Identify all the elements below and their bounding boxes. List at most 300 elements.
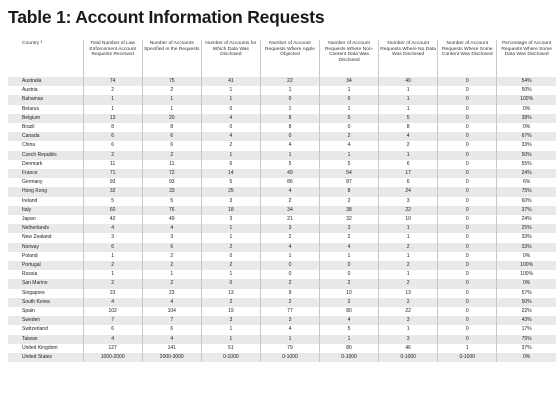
value-cell: 141 [142,344,201,353]
country-cell: Denmark [8,160,83,169]
country-cell: Hong Kong [8,187,83,196]
value-cell: 80 [320,344,379,353]
value-cell: 51 [201,344,260,353]
value-cell: 13 [83,114,142,123]
value-cell: 0% [497,105,556,114]
value-cell: 2 [142,151,201,160]
value-cell: 4 [83,224,142,233]
value-cell: 6% [497,178,556,187]
value-cell: 3 [201,316,260,325]
value-cell: 72 [142,169,201,178]
country-cell: Portugal [8,261,83,270]
value-cell: 0 [201,279,260,288]
column-header: Percentage of Account Requests Where Some Data Was Disclosed [497,40,556,77]
country-cell: Australia [8,77,83,86]
value-cell: 20 [142,114,201,123]
value-cell: 0 [320,95,379,104]
value-cell: 5 [320,325,379,334]
column-header: Number of Account Requests Where Non-Content Data Was Disclosed [320,40,379,77]
table-row [8,261,556,270]
value-cell: 6 [83,141,142,150]
value-cell: 1 [379,325,438,334]
value-cell: 46 [379,344,438,353]
value-cell: 3 [260,316,319,325]
value-cell: 5 [201,178,260,187]
value-cell: 4 [260,325,319,334]
value-cell: 76 [142,206,201,215]
value-cell: 2 [142,261,201,270]
value-cell: 23 [83,289,142,298]
value-cell: 6 [83,325,142,334]
value-cell: 0 [260,261,319,270]
value-cell: 6 [379,160,438,169]
value-cell: 5 [320,114,379,123]
table-row [8,187,556,196]
value-cell: 2000-3000 [142,353,201,362]
value-cell: 0 [438,197,497,206]
value-cell: 2 [260,197,319,206]
value-cell: 0 [438,252,497,261]
value-cell: 1 [438,344,497,353]
value-cell: 8 [260,123,319,132]
value-cell: 2 [142,86,201,95]
value-cell: 6 [142,243,201,252]
table-row [8,215,556,224]
value-cell: 19 [201,307,260,316]
table-row [8,353,556,362]
value-cell: 4 [201,114,260,123]
value-cell: 13 [379,289,438,298]
value-cell: 33% [497,243,556,252]
value-cell: 33% [497,141,556,150]
value-cell: 2 [379,279,438,288]
country-cell: Taiwan [8,335,83,344]
account-requests-table [8,40,556,362]
country-cell: China [8,141,83,150]
value-cell: 5 [260,160,319,169]
value-cell: 0 [320,270,379,279]
value-cell: 1 [379,270,438,279]
value-cell: 6 [201,160,260,169]
value-cell: 7 [83,316,142,325]
value-cell: 4 [83,335,142,344]
value-cell: 41 [201,77,260,86]
value-cell: 8 [379,123,438,132]
table-row [8,178,556,187]
country-cell: Austria [8,86,83,95]
value-cell: 93 [83,178,142,187]
country-cell: Belgium [8,114,83,123]
value-cell: 0 [260,270,319,279]
value-cell: 23 [142,289,201,298]
value-cell: 0 [201,123,260,132]
value-cell: 34 [260,206,319,215]
value-cell: 2 [260,279,319,288]
table-row [8,224,556,233]
value-cell: 0 [320,123,379,132]
column-header-country: Country ³ [22,41,43,46]
table-row [8,307,556,316]
value-cell: 1 [142,270,201,279]
value-cell: 2 [260,233,319,242]
value-cell: 1 [260,335,319,344]
value-cell: 2 [320,298,379,307]
value-cell: 40 [379,77,438,86]
value-cell: 4 [260,187,319,196]
value-cell: 2 [201,298,260,307]
value-cell: 49 [260,169,319,178]
value-cell: 6 [142,325,201,334]
value-cell: 93 [142,178,201,187]
column-header: Total Number of Law Enforcement Account Requests Received [83,40,142,77]
table-row [8,279,556,288]
country-cell: Netherlands [8,224,83,233]
value-cell: 79 [260,344,319,353]
country-cell: Germany [8,178,83,187]
value-cell: 1 [142,95,201,104]
country-cell: United Kingdom [8,344,83,353]
value-cell: 3 [201,197,260,206]
value-cell: 32 [320,215,379,224]
value-cell: 3 [320,224,379,233]
value-cell: 1 [260,105,319,114]
value-cell: 0 [438,335,497,344]
value-cell: 0 [438,105,497,114]
value-cell: 0-1000 [379,353,438,362]
value-cell: 1 [201,270,260,279]
country-cell: Italy [8,206,83,215]
value-cell: 2 [379,243,438,252]
value-cell: 0 [438,86,497,95]
country-cell: Czech Republic [8,151,83,160]
table-row [8,132,556,141]
value-cell: 6 [83,243,142,252]
value-cell: 4 [260,243,319,252]
value-cell: 0 [438,325,497,334]
value-cell: 0 [438,261,497,270]
value-cell: 1 [320,252,379,261]
value-cell: 1 [379,233,438,242]
value-cell: 25% [497,224,556,233]
value-cell: 2 [320,197,379,206]
country-cell: Russia [8,270,83,279]
value-cell: 1 [201,224,260,233]
value-cell: 75% [497,187,556,196]
value-cell: 32 [83,187,142,196]
country-cell: New Zealand [8,233,83,242]
table-row [8,141,556,150]
value-cell: 0 [438,215,497,224]
value-cell: 1 [201,233,260,242]
value-cell: 3 [201,215,260,224]
country-cell: Norway [8,243,83,252]
table-row [8,243,556,252]
value-cell: 1 [201,86,260,95]
value-cell: 87 [320,178,379,187]
value-cell: 1 [379,151,438,160]
column-header: Number of Accounts for Which Data Was Disclosed [201,40,260,77]
table-row [8,123,556,132]
value-cell: 22 [260,77,319,86]
value-cell: 80 [320,307,379,316]
value-cell: 54 [320,169,379,178]
value-cell: 4 [260,141,319,150]
value-cell: 0 [201,252,260,261]
value-cell: 1 [379,105,438,114]
value-cell: 2 [379,141,438,150]
value-cell: 9 [260,289,319,298]
value-cell: 10 [379,215,438,224]
value-cell: 1 [83,270,142,279]
table-row [8,233,556,242]
value-cell: 0 [320,261,379,270]
table-row [8,105,556,114]
value-cell: 2 [83,261,142,270]
value-cell: 2 [320,279,379,288]
value-cell: 60% [497,197,556,206]
value-cell: 77 [260,307,319,316]
value-cell: 0 [438,307,497,316]
value-cell: 86 [260,178,319,187]
value-cell: 18 [201,206,260,215]
value-cell: 1 [320,151,379,160]
value-cell: 24% [497,169,556,178]
value-cell: 8 [260,114,319,123]
value-cell: 2 [379,261,438,270]
value-cell: 24% [497,215,556,224]
value-cell: 0 [201,105,260,114]
value-cell: 38 [320,206,379,215]
country-cell: Ireland [8,197,83,206]
value-cell: 43% [497,316,556,325]
value-cell: 0 [438,279,497,288]
value-cell: 1 [379,86,438,95]
table-row [8,252,556,261]
value-cell: 0-1000 [320,353,379,362]
value-cell: 2 [83,279,142,288]
value-cell: 2 [142,252,201,261]
country-cell: France [8,169,83,178]
value-cell: 25 [201,187,260,196]
value-cell: 2 [201,141,260,150]
value-cell: 1 [201,325,260,334]
value-cell: 5 [379,114,438,123]
value-cell: 0 [438,178,497,187]
value-cell: 0-1000 [438,353,497,362]
value-cell: 4 [142,298,201,307]
value-cell: 4 [320,316,379,325]
value-cell: 0 [438,123,497,132]
value-cell: 5 [320,160,379,169]
country-cell: Switzerland [8,325,83,334]
value-cell: 0 [438,160,497,169]
value-cell: 2 [260,298,319,307]
value-cell: 1 [379,252,438,261]
value-cell: 100% [497,270,556,279]
value-cell: 22 [379,206,438,215]
value-cell: 2 [83,86,142,95]
value-cell: 1000-2000 [83,353,142,362]
value-cell: 75 [142,77,201,86]
country-cell: Bahamas [8,95,83,104]
table-row [8,335,556,344]
value-cell: 4 [320,243,379,252]
value-cell: 37% [497,206,556,215]
value-cell: 3 [83,233,142,242]
value-cell: 42 [83,215,142,224]
value-cell: 0 [438,233,497,242]
value-cell: 6 [379,178,438,187]
table-row [8,77,556,86]
table-row [8,151,556,160]
country-cell: Poland [8,252,83,261]
table-row [8,197,556,206]
value-cell: 0 [438,141,497,150]
value-cell: 1 [260,151,319,160]
value-cell: 1 [201,95,260,104]
value-cell: 0 [438,132,497,141]
value-cell: 4 [142,224,201,233]
table-row [8,344,556,353]
value-cell: 3 [379,335,438,344]
value-cell: 5 [142,197,201,206]
value-cell: 10 [320,289,379,298]
value-cell: 14 [201,169,260,178]
value-cell: 3 [260,224,319,233]
value-cell: 4 [320,141,379,150]
value-cell: 1 [83,95,142,104]
value-cell: 7 [142,316,201,325]
value-cell: 37% [497,344,556,353]
value-cell: 1 [379,95,438,104]
value-cell: 4 [83,298,142,307]
value-cell: 1 [320,105,379,114]
value-cell: 21 [260,215,319,224]
country-cell: Belarus [8,105,83,114]
column-header: Number of Account Requests Where Apple Objected [260,40,319,77]
value-cell: 3 [142,233,201,242]
country-cell: Singapore [8,289,83,298]
value-cell: 1 [379,224,438,233]
value-cell: 1 [142,105,201,114]
value-cell: 0% [497,353,556,362]
value-cell: 0 [438,298,497,307]
value-cell: 100% [497,95,556,104]
value-cell: 50% [497,151,556,160]
table-row [8,160,556,169]
country-cell: Japan [8,215,83,224]
value-cell: 24 [379,187,438,196]
value-cell: 8 [320,187,379,196]
value-cell: 0 [260,132,319,141]
value-cell: 2 [320,132,379,141]
value-cell: 0% [497,123,556,132]
value-cell: 75% [497,335,556,344]
value-cell: 33% [497,233,556,242]
value-cell: 1 [201,151,260,160]
value-cell: 71 [83,169,142,178]
value-cell: 0 [438,224,497,233]
value-cell: 4 [142,335,201,344]
value-cell: 2 [379,298,438,307]
value-cell: 2 [201,261,260,270]
value-cell: 0 [260,95,319,104]
value-cell: 33 [142,187,201,196]
value-cell: 5 [83,197,142,206]
value-cell: 11 [142,160,201,169]
value-cell: 0 [438,151,497,160]
value-cell: 1 [260,252,319,261]
value-cell: 1 [83,105,142,114]
country-cell: South Korea [8,298,83,307]
value-cell: 0 [438,95,497,104]
value-cell: 0 [438,206,497,215]
value-cell: 102 [83,307,142,316]
value-cell: 50% [497,86,556,95]
table-row [8,289,556,298]
value-cell: 4 [201,132,260,141]
column-header: Number of Account Requests Where Some Content Was Disclosed [438,40,497,77]
table-header-row [8,40,556,77]
table-row [8,316,556,325]
value-cell: 0 [438,243,497,252]
value-cell: 0 [438,289,497,298]
country-cell: United States [8,353,83,362]
value-cell: 38% [497,114,556,123]
table-row [8,298,556,307]
value-cell: 55% [497,160,556,169]
value-cell: 6 [142,132,201,141]
column-header: Number of Account Requests Where No Data Was Disclosed [379,40,438,77]
value-cell: 2 [320,233,379,242]
value-cell: 0% [497,279,556,288]
value-cell: 6 [142,141,201,150]
value-cell: 1 [83,252,142,261]
value-cell: 0-1000 [260,353,319,362]
value-cell: 0 [438,77,497,86]
value-cell: 54% [497,77,556,86]
value-cell: 2 [83,151,142,160]
table-row [8,206,556,215]
value-cell: 67% [497,132,556,141]
value-cell: 3 [379,316,438,325]
value-cell: 2 [201,243,260,252]
value-cell: 49 [142,215,201,224]
value-cell: 1 [260,86,319,95]
value-cell: 17 [379,169,438,178]
value-cell: 6 [83,132,142,141]
value-cell: 8 [83,123,142,132]
table-row [8,325,556,334]
value-cell: 100% [497,261,556,270]
page-title: Table 1: Account Information Requests [8,7,325,27]
table-body [8,77,556,362]
value-cell: 2 [142,279,201,288]
value-cell: 22 [379,307,438,316]
value-cell: 4 [379,132,438,141]
country-cell: Brazil [8,123,83,132]
value-cell: 11 [83,160,142,169]
table-row [8,169,556,178]
value-cell: 8 [142,123,201,132]
value-cell: 13 [201,289,260,298]
country-cell: Sweden [8,316,83,325]
value-cell: 0-1000 [201,353,260,362]
value-cell: 34 [320,77,379,86]
value-cell: 104 [142,307,201,316]
value-cell: 0 [438,114,497,123]
country-cell: Spain [8,307,83,316]
